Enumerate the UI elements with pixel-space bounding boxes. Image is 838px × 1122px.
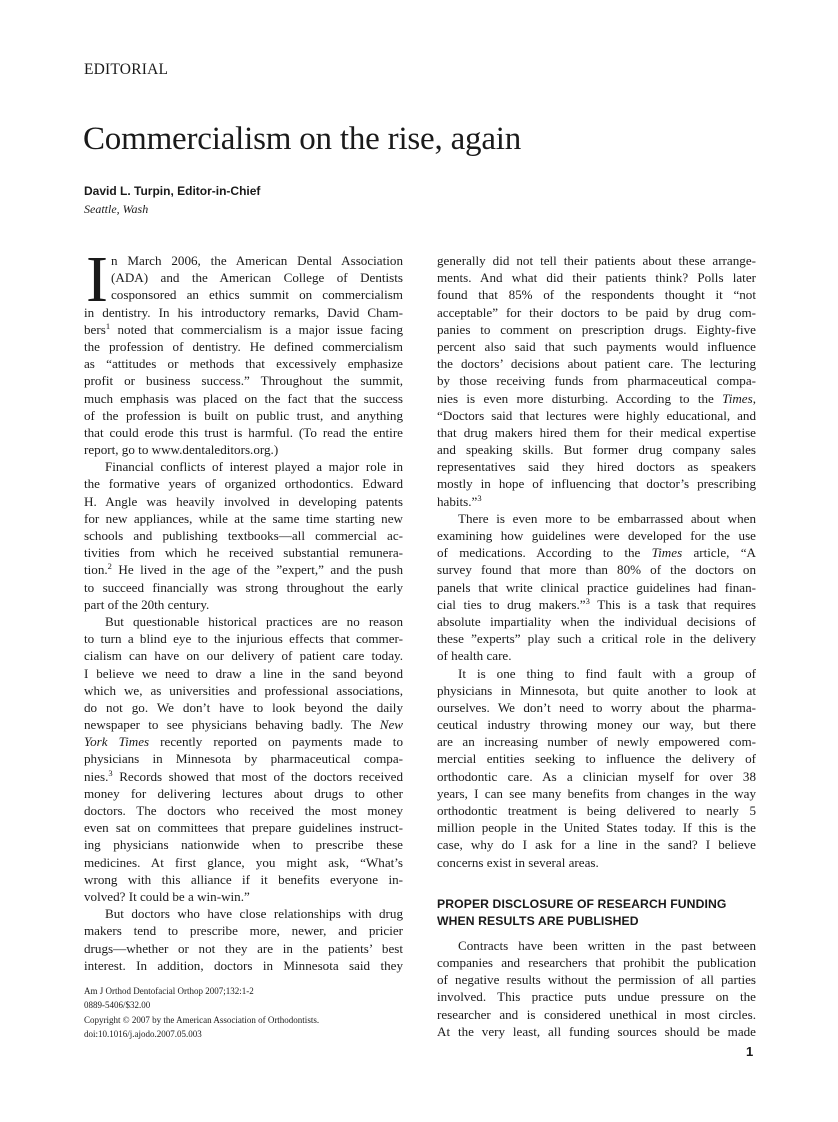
text-line: doctors. The doctors who received the most money <box>84 803 403 818</box>
text-line: years, I can see many benefits from changes in the way <box>437 785 756 801</box>
section-heading <box>437 896 756 930</box>
reference-superscript: 3 <box>585 595 590 606</box>
text-line: acceptable” for their doctors to be paid by drug com- <box>437 304 756 320</box>
drop-cap: I <box>86 243 108 316</box>
reference-superscript: 2 <box>107 561 112 572</box>
paragraph <box>84 905 403 974</box>
italic-text: New <box>379 717 403 733</box>
text-line: panels that write clinical practice guidelines had finan- <box>437 579 756 595</box>
paragraph <box>437 510 756 665</box>
text-line: physicians in Minnesota, but quite another to look at <box>437 682 756 698</box>
text-line: million people in the United States today. If this is the <box>437 820 756 836</box>
section-heading-line: WHEN RESULTS ARE PUBLISHED <box>437 913 639 928</box>
text-line: much emphasis was placed on the fact that the success <box>84 390 403 406</box>
paragraph <box>437 665 756 871</box>
text-line: ments. And what did their patients think? Polls later <box>437 270 756 286</box>
text-line: drugs—whether or not they are in the patients’ best <box>84 940 403 956</box>
paragraph <box>437 937 756 1040</box>
text-line: percent also said that such payments would influence <box>437 338 756 354</box>
text-line: nies is even more disturbing. According to the Times, <box>437 390 756 406</box>
text-line: orthodontic treatment is being delivered to nearly 5 <box>437 803 756 818</box>
text-line: in dentistry. In his introductory remarks, David Cham- <box>84 304 403 320</box>
text-line: bers$^1$ noted that commercialism is a major issue facing <box>84 320 403 337</box>
right-paragraphs-after-heading <box>437 937 756 1040</box>
text-line: “Doctors said that lectures were highly educational, and <box>437 407 756 423</box>
text-line: cial ties to drug makers.”$^3$ This is a task that requires <box>437 595 756 612</box>
text-line: newspaper to see physicians behaving badly. The New <box>84 717 403 733</box>
text-line: schools and publishing textbooks—all commercial ac- <box>84 528 403 543</box>
text-line: and speaking skills. But former drug company sales <box>437 442 756 458</box>
right-paragraphs <box>437 252 756 871</box>
copyright-notice: Copyright © 2007 by the American Association of Orthodontists. <box>84 1014 320 1025</box>
doi: doi:10.1016/j.ajodo.2007.05.003 <box>84 1028 202 1039</box>
author-location: Seattle, Wash <box>84 202 149 216</box>
page-number: 1 <box>746 1044 754 1059</box>
text-line: which we, as universities and professional associations, <box>84 682 403 698</box>
text-line: (ADA) and the American College of Dentists <box>111 270 403 286</box>
text-line: the profession of dentistry. He defined commercialism <box>84 338 403 354</box>
text-line: of negative results without the permission of all parties <box>437 972 756 988</box>
text-line: But questionable historical practices are no reason <box>105 613 403 629</box>
text-line: profit or business success.” Throughout the summit, <box>84 373 403 389</box>
text-line: researcher and is considered unethical in most circles. <box>437 1006 756 1022</box>
text-line: York Times recently reported on payments made to <box>84 734 403 750</box>
text-line: physicians in Minnesota by pharmaceutical compa- <box>84 751 403 767</box>
text-line: cialism can have on our delivery of patient care today. <box>84 648 403 664</box>
text-line: of health care. <box>437 648 512 664</box>
author-name: David L. Turpin, Editor-in-Chief <box>84 184 261 198</box>
text-line: Financial conflicts of interest played a major role in <box>105 459 403 475</box>
text-line: At the very least, all funding sources should be made <box>437 1023 756 1039</box>
text-line: do not go. We don’t have to look beyond the daily <box>84 699 403 715</box>
text-line: n March 2006, the American Dental Association <box>111 253 403 268</box>
text-line: Contracts have been written in the past between <box>458 937 756 953</box>
text-line: that drug makers hired them for their medical expertise <box>437 424 756 440</box>
text-line: the doctors’ decisions about patient care. The lecturing <box>437 356 756 372</box>
paragraph <box>437 252 756 510</box>
text-line: the formative years of organized orthodontics. Edward <box>84 476 403 492</box>
section-heading-line: PROPER DISCLOSURE OF RESEARCH FUNDING <box>437 896 727 911</box>
reference-superscript: 3 <box>477 492 482 503</box>
text-line: volved? It could be a win-win.” <box>84 888 250 904</box>
text-line: companies and researchers that prohibit the publication <box>437 954 756 970</box>
reference-superscript: 1 <box>105 320 111 331</box>
text-line: survey found that more than 80% of the doctors on <box>437 562 756 578</box>
text-line: ing physicians nationwide when to prescribe these <box>84 837 403 853</box>
text-line: absolute impartiality when the individual decisions of <box>437 613 756 629</box>
text-line: generally did not tell their patients about these arrange- <box>437 253 756 268</box>
text-line: concerns exist in several areas. <box>437 854 599 870</box>
text-line: ceutical industry throwing money our way, but there <box>437 717 756 733</box>
text-line: part of the 20th century. <box>84 596 210 612</box>
italic-text: York Times <box>84 734 150 750</box>
text-line: medicines. At first glance, you might ask, “What’s <box>84 854 403 870</box>
text-line: money for delivering lectures about drugs to other <box>84 785 403 801</box>
text-line: even sat on committees that prepare guidelines instruct- <box>84 820 403 836</box>
article-footer <box>84 984 319 1041</box>
journal-citation: Am J Orthod Dentofacial Orthop 2007;132:1-2 <box>84 986 254 996</box>
italic-text: Times <box>722 390 753 406</box>
text-line: It is one thing to find fault with a group of <box>458 665 756 681</box>
text-line: orthodontic care. As a clinician myself for over 38 <box>437 768 756 784</box>
left-paragraphs <box>84 243 403 974</box>
text-line: mostly in hope of influencing that doctor’s prescribing <box>437 476 756 492</box>
reference-superscript: 3 <box>108 767 113 778</box>
text-line: found that 85% of the respondents thought it “not <box>437 287 756 303</box>
right-column <box>437 252 756 1040</box>
text-line: habits.”$^3$ <box>437 492 482 509</box>
text-line: cosponsored an ethics summit on commercialism <box>111 287 403 303</box>
issn-price: 0889-5406/$32.00 <box>84 1000 151 1011</box>
text-line: tivities from which he received substantial remunera- <box>84 545 403 561</box>
text-line: involved. This practice puts undue pressure on the <box>437 989 756 1005</box>
text-line: examining how guidelines were developed for the use <box>437 528 756 543</box>
text-line: makers tend to prescribe more, newer, and pricier <box>84 923 403 939</box>
text-line: representatives said they hired doctors as speakers <box>437 459 756 475</box>
text-line: But doctors who have close relationships with drug <box>105 906 403 922</box>
text-line: I believe we need to draw a line in the sand beyond <box>84 665 403 681</box>
text-line: as “attitudes or methods that excessively emphasize <box>84 356 403 372</box>
article-title: Commercialism on the rise, again <box>83 121 522 157</box>
text-line: tion.$^2$ He lived in the age of the ”expert,” and the push <box>84 561 403 578</box>
text-line: wrong with this alliance if it benefits everyone in- <box>84 871 403 887</box>
text-line: for new appliances, while at the same time starting new <box>84 510 403 526</box>
text-line: report, go to www.dentaleditors.org.) <box>84 442 279 458</box>
paragraph <box>84 243 403 458</box>
text-line: by those receiving funds from pharmaceutical compa- <box>437 373 756 389</box>
text-line: to turn a blind eye to the injurious effects that commer- <box>84 631 403 647</box>
paragraph <box>84 458 403 613</box>
text-line: There is even more to be embarrassed about when <box>458 510 756 526</box>
text-line: panies to comment on prescription drugs. Eighty-five <box>437 321 756 337</box>
text-line: case, why do I ask for a line in the sand? I believe <box>437 837 756 853</box>
text-line: these ”experts” play such a critical role in the delivery <box>437 631 756 647</box>
italic-text: Times <box>651 545 683 561</box>
left-column <box>84 243 403 974</box>
text-line: H. Angle was heavily involved in developing patents <box>84 493 403 509</box>
text-line: of the profession is built on public trust, and anything <box>84 407 403 423</box>
section-label: EDITORIAL <box>84 61 169 78</box>
paragraph <box>84 613 403 905</box>
text-line: ourselves. We don’t need to worry about the pharma- <box>437 699 756 715</box>
text-line: that could erode this trust is harmful. (To read the entire <box>84 424 403 440</box>
text-line: interest. In addition, doctors in Minnesota said they <box>84 957 403 973</box>
text-line: of medications. According to the Times article, “A <box>437 545 756 561</box>
text-line: mercial entities seeking to influence the delivery of <box>437 751 756 767</box>
text-line: nies.$^3$ Records showed that most of the doctors received <box>84 767 403 784</box>
text-line: are an increasing number of newly empowered com- <box>437 734 756 750</box>
text-line: to succeed financially was strong throughout the early <box>84 579 403 595</box>
